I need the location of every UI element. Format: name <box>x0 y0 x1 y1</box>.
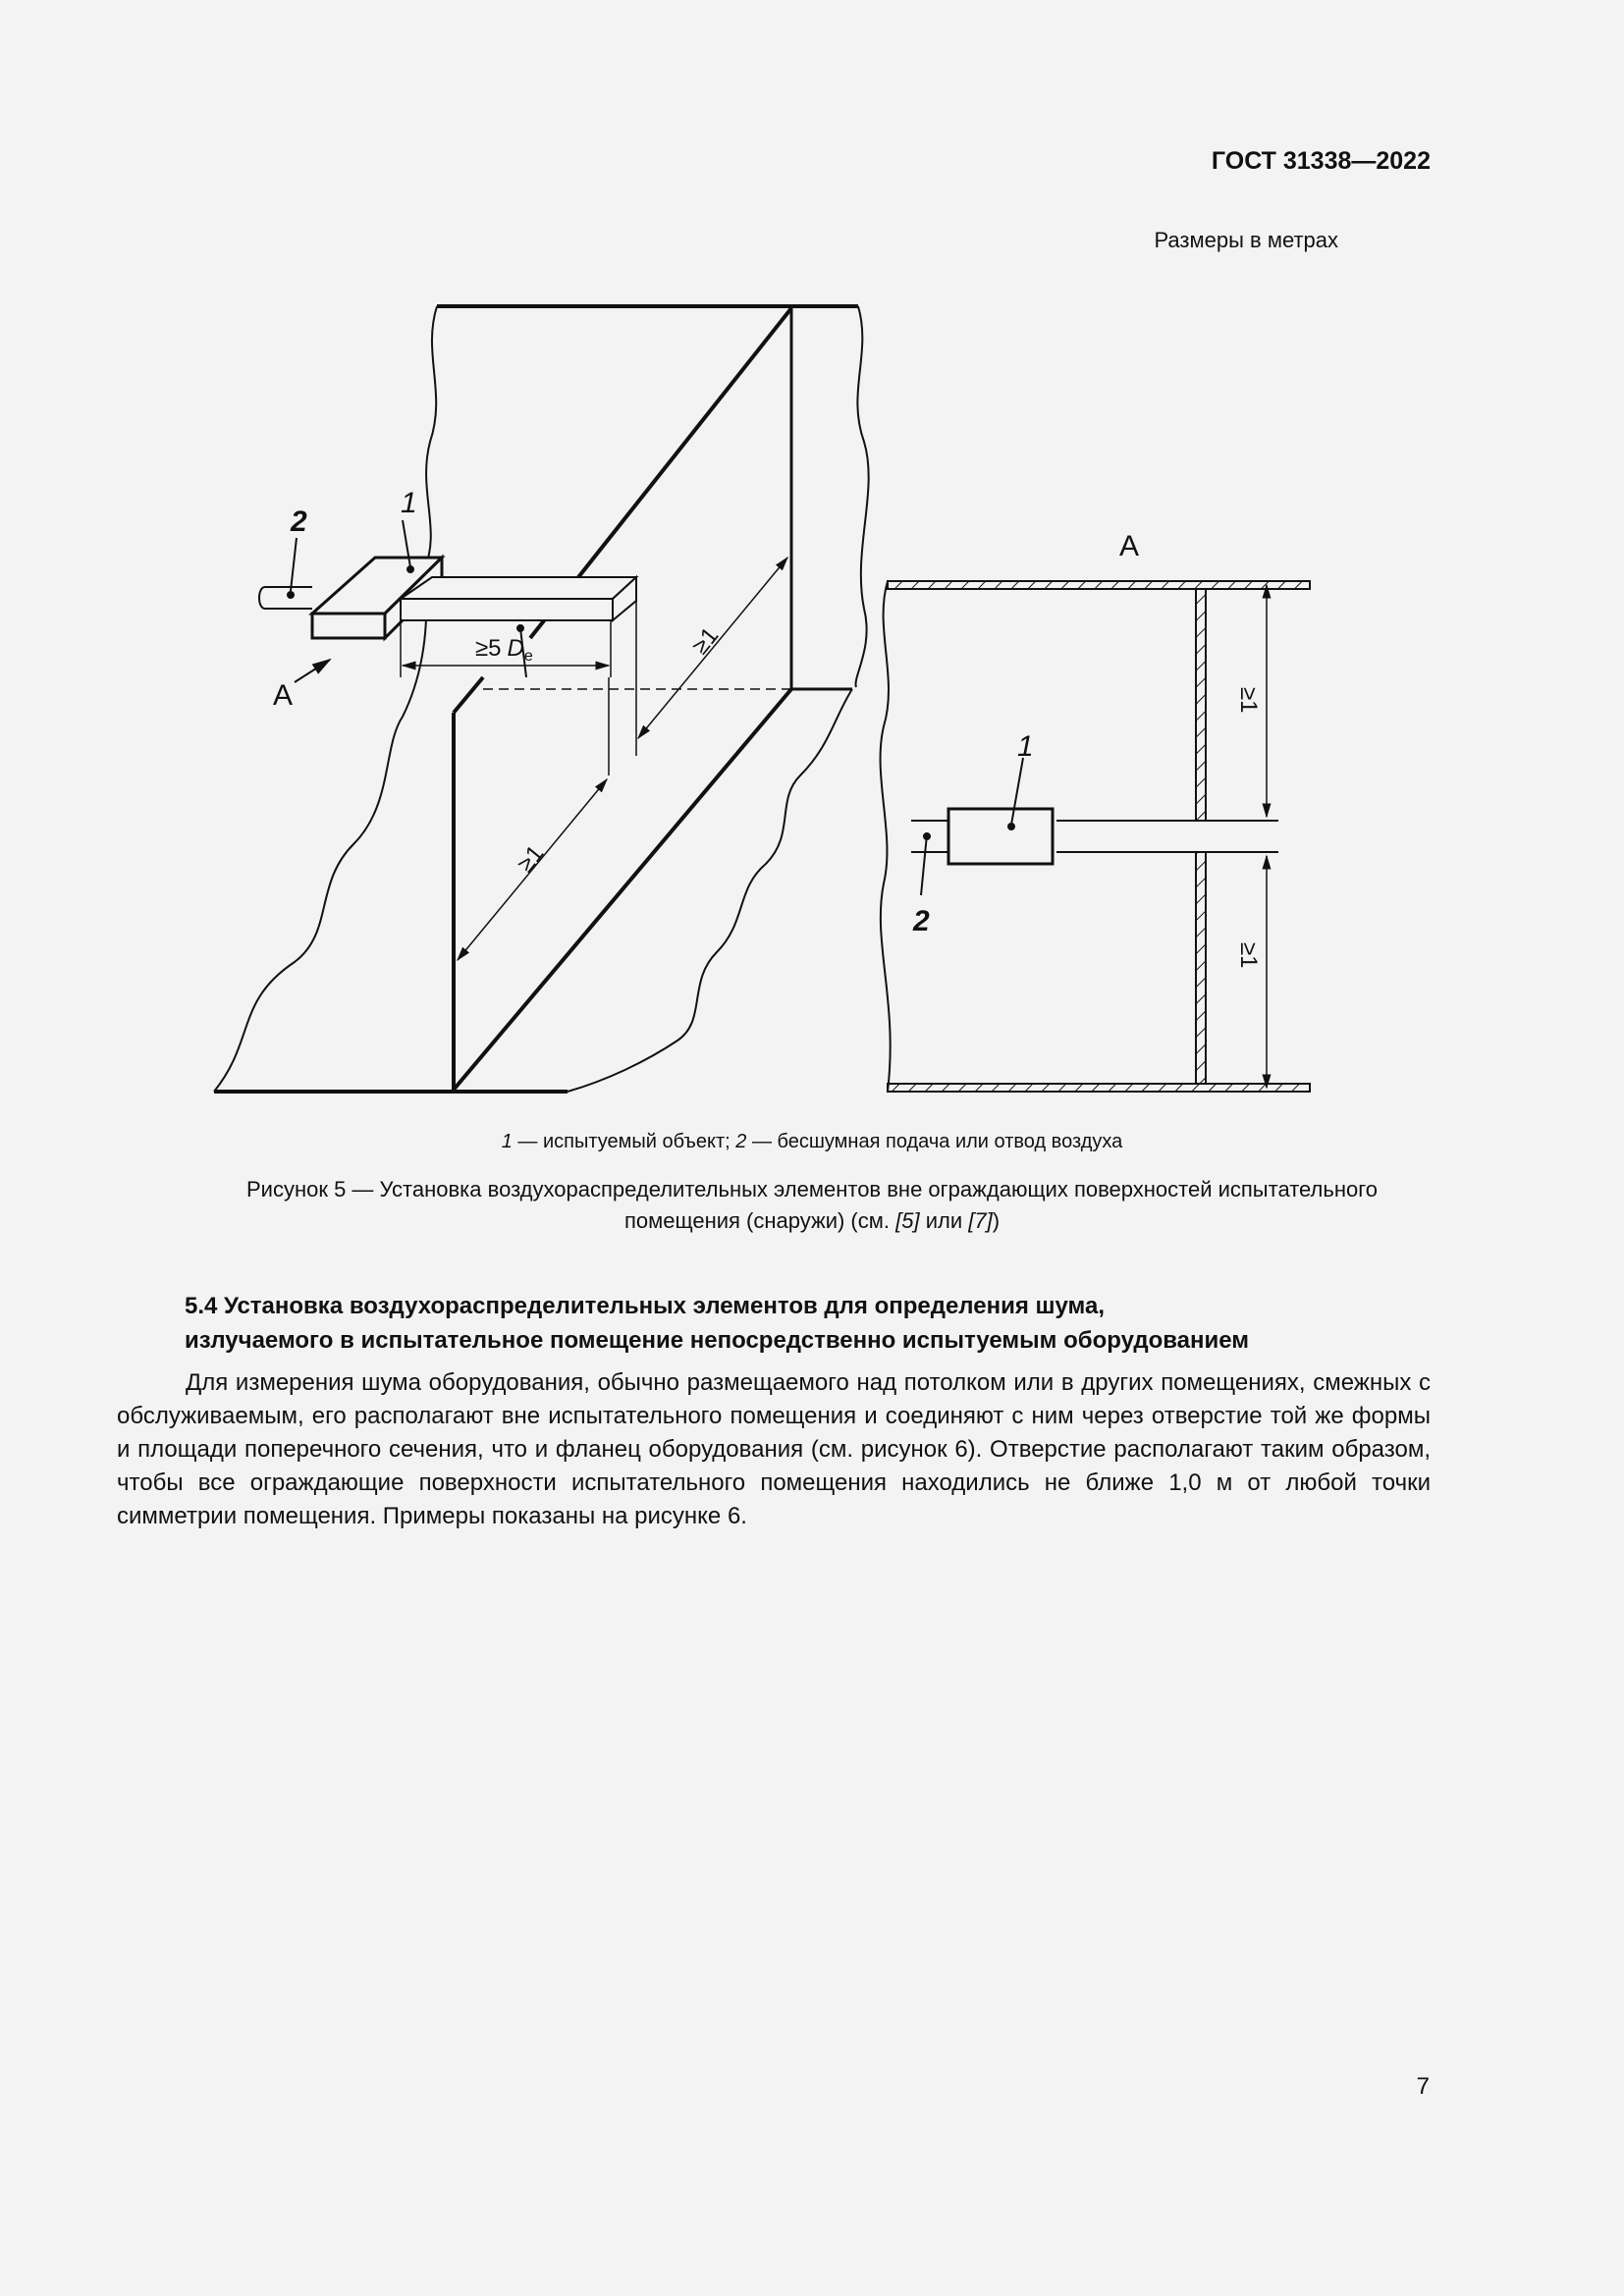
left-view <box>214 306 869 1092</box>
legend-item-1-num: 1 <box>501 1131 513 1152</box>
duct-front <box>401 599 613 620</box>
caption-line-2-suffix: ) <box>992 1208 1001 1233</box>
floor-right-break <box>568 689 852 1092</box>
floor-diagonal <box>454 689 791 1090</box>
view-arrow-a <box>295 660 330 682</box>
floor-chamfer <box>454 677 483 713</box>
leader-1-dot <box>407 566 413 572</box>
left-label-2: 2 <box>291 506 307 538</box>
dim-5de-var: D <box>507 635 524 662</box>
floor-hatch <box>888 1084 1310 1092</box>
caption-ref-5: [5] <box>895 1208 920 1233</box>
section-heading-line-1: 5.4 Установка воздухораспределительных элементов для определения шума, <box>185 1293 1105 1319</box>
right-view-label: А <box>1119 530 1140 562</box>
right-object-1 <box>948 809 1053 864</box>
right-leader-2-dot <box>924 833 930 839</box>
caption-line-1: Рисунок 5 — Установка воздухораспределительных элементов вне ограждающих поверхностей испытательного <box>246 1177 1378 1201</box>
figure-legend <box>0 1131 1624 1153</box>
caption-line-2-mid: или <box>919 1208 969 1233</box>
section-heading <box>185 1289 1432 1358</box>
object-1-front <box>312 614 385 638</box>
standard-code: ГОСТ 31338—2022 <box>1211 147 1431 175</box>
caption-line-2 <box>98 1205 1526 1237</box>
legend-item-2-text: — бесшумная подача или отвод воздуха <box>746 1131 1123 1152</box>
dim-5de-text <box>475 635 533 665</box>
duct-top <box>401 577 636 599</box>
wall-left-break <box>424 306 437 569</box>
left-view-arrow-label: А <box>273 679 294 712</box>
right-view <box>881 581 1310 1092</box>
section-paragraph: Для измерения шума оборудования, обычно размещаемого над потолком или в других помещениях, смежных с обслуживаемым, его располагают вне испытательного помещения и соединяют с ним через отверстие той же формы и площади поперечного сечения, что и фланец оборудования (см. рисунок 6). Отверстие располагают таким образом, чтобы все ограждающие поверхности испытательного помещения находились не ближе 1,0 м от любой точки симметрии помещения. Примеры показаны на рисунке 6. <box>117 1369 1431 1529</box>
wall-right-break <box>856 306 869 687</box>
right-view-left-break <box>881 581 891 1092</box>
left-label-1: 1 <box>401 487 417 519</box>
right-leader-1-dot <box>1008 824 1014 829</box>
caption-ref-7: [7] <box>968 1208 993 1233</box>
wall-hatch-lower <box>1196 852 1206 1084</box>
right-label-2: 2 <box>913 905 930 937</box>
legend-item-1-text: — испытуемый объект; <box>512 1131 736 1152</box>
dim-5de-sub: e <box>523 648 533 665</box>
leader-2 <box>291 538 297 591</box>
dim-bottom-text: ≥1 <box>512 840 550 878</box>
dim-top-text: ≥1 <box>686 622 725 660</box>
right-label-1: 1 <box>1017 730 1034 763</box>
leader-duct-dot <box>517 625 523 631</box>
figure-caption <box>98 1174 1526 1237</box>
caption-line-2-prefix: помещения (снаружи) (см. <box>623 1208 896 1233</box>
ceiling-hatch <box>888 581 1310 589</box>
wall-hatch-upper <box>1196 589 1206 821</box>
right-leader-2 <box>921 834 927 895</box>
leader-2-dot <box>288 592 294 598</box>
legend-item-2-num: 2 <box>735 1131 747 1152</box>
right-dim-upper-text: ≥1 <box>1235 687 1262 714</box>
units-note: Размеры в метрах <box>1154 228 1338 252</box>
page-number: 7 <box>1416 2073 1430 2100</box>
right-dim-lower-text: ≥1 <box>1235 942 1262 969</box>
floor-left-break <box>214 569 426 1092</box>
section-heading-line-2: излучаемого в испытательное помещение непосредственно испытуемым оборудованием <box>185 1327 1250 1354</box>
dim-5de-prefix: ≥5 <box>475 635 502 662</box>
pipe-2 <box>259 587 312 609</box>
